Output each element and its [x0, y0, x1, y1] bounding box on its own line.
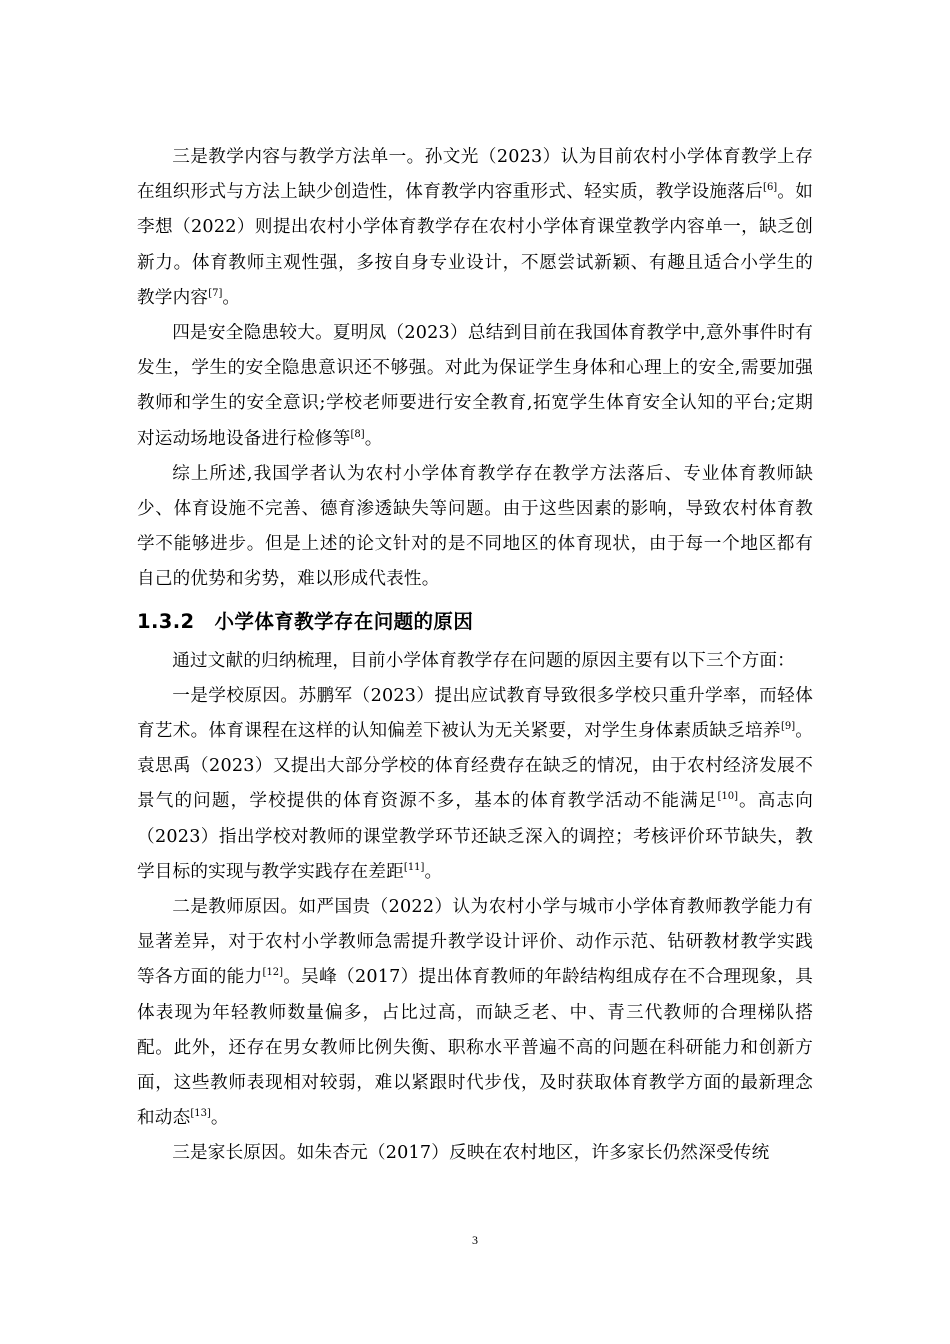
paragraph-text: 一是学校原因。苏鹏军（2023）提出应试教育导致很多学校只重升学率，而轻体育艺术。体育课程在这样的认知偏差下被认为无关紧要，对学生身体素质缺乏培养	[137, 685, 813, 742]
paragraph-text: 。如李想（2022）则提出农村小学体育教学存在农村小学体育课堂教学内容单一，缺乏创新力。体育教师主观性强，多按自身专业设计，不愿尝试新颖、有趣且适合小学生的教学内容	[137, 182, 813, 308]
body-paragraph	[137, 316, 813, 457]
section-title: 小学体育教学存在问题的原因	[214, 609, 474, 633]
section-number: 1.3.2	[137, 609, 195, 633]
body-paragraph	[137, 140, 813, 316]
page-number: 3	[472, 1233, 478, 1247]
paragraph-text: 综上所述,我国学者认为农村小学体育教学存在教学方法落后、专业体育教师缺少、体育设施不完善、德育渗透缺失等问题。由于这些因素的影响，导致农村体育教学不能够进步。但是上述的论文针对的是不同地区的体育现状，由于每一个地区都有自己的优势和劣势，难以形成代表性。	[137, 463, 813, 590]
body-paragraph	[137, 679, 813, 890]
paragraph-text: 。高志向（2023）指出学校对教师的课堂教学环节还缺乏深入的调控；考核评价环节缺失，教学目标的实现与教学实践存在差距	[137, 791, 813, 882]
citation-reference: [13]	[190, 1108, 211, 1120]
citation-reference: [9]	[780, 721, 796, 733]
paragraph-text: 四是安全隐患较大。夏明凤（2023）总结到目前在我国体育教学中,意外事件时有发生，学生的安全隐患意识还不够强。对此为保证学生身体和心理上的安全,需要加强教师和学生的安全意识;学校老师要进行安全教育,拓宽学生体育安全认知的平台;定期对运动场地设备进行检修等	[137, 323, 813, 449]
paragraphs-before-heading	[137, 140, 813, 598]
body-paragraph	[137, 890, 813, 1136]
paragraph-text: 三是教学内容与教学方法单一。孙文光（2023）认为目前农村小学体育教学上存在组织形式与方法上缺少创造性，体育教学内容重形式、轻实质，教学设施落后	[137, 147, 813, 203]
body-paragraph	[137, 1136, 813, 1171]
paragraph-text: 。袁思禹（2023）又提出大部分学校的体育经费存在缺乏的情况，由于农村经济发展不景气的问题，学校提供的体育资源不多，基本的体育教学活动不能满足	[137, 721, 813, 812]
citation-reference: [6]	[763, 182, 778, 194]
paragraphs-after-heading	[137, 644, 813, 1172]
body-paragraph	[137, 644, 813, 679]
citation-reference: [10]	[717, 791, 739, 803]
paragraph-text: 。	[364, 428, 383, 449]
paragraph-text: 三是家长原因。如朱杏元（2017）反映在农村地区，许多家长仍然深受传统	[172, 1143, 770, 1164]
document-body	[137, 140, 813, 1172]
paragraph-text: 。吴峰（2017）提出体育教师的年龄结构组成存在不合理现象，具体表现为年轻教师数量偏多，占比过高，而缺乏老、中、青三代教师的合理梯队搭配。此外，还存在男女教师比例失衡、职称水平普遍不高的问题在科研能力和创新方面，这些教师表现相对较弱，难以紧跟时代步伐，及时获取体育教学方面的最新理念和动态	[137, 967, 813, 1129]
paragraph-text: 二是教师原因。如严国贵（2022）认为农村小学与城市小学体育教师教学能力有显著差异，对于农村小学教师急需提升教学设计评价、动作示范、钻研教材教学实践等各方面的能力	[137, 897, 813, 988]
citation-reference: [12]	[262, 967, 284, 979]
citation-reference: [8]	[350, 428, 365, 440]
citation-reference: [11]	[403, 862, 425, 873]
paragraph-text: 。	[424, 861, 443, 882]
paragraph-text: 。	[222, 287, 241, 308]
body-paragraph	[137, 457, 813, 598]
paragraph-text: 通过文献的归纳梳理，目前小学体育教学存在问题的原因主要有以下三个方面：	[172, 650, 795, 671]
citation-reference: [7]	[208, 287, 223, 299]
paragraph-text: 。	[210, 1108, 229, 1129]
section-heading	[137, 602, 813, 642]
